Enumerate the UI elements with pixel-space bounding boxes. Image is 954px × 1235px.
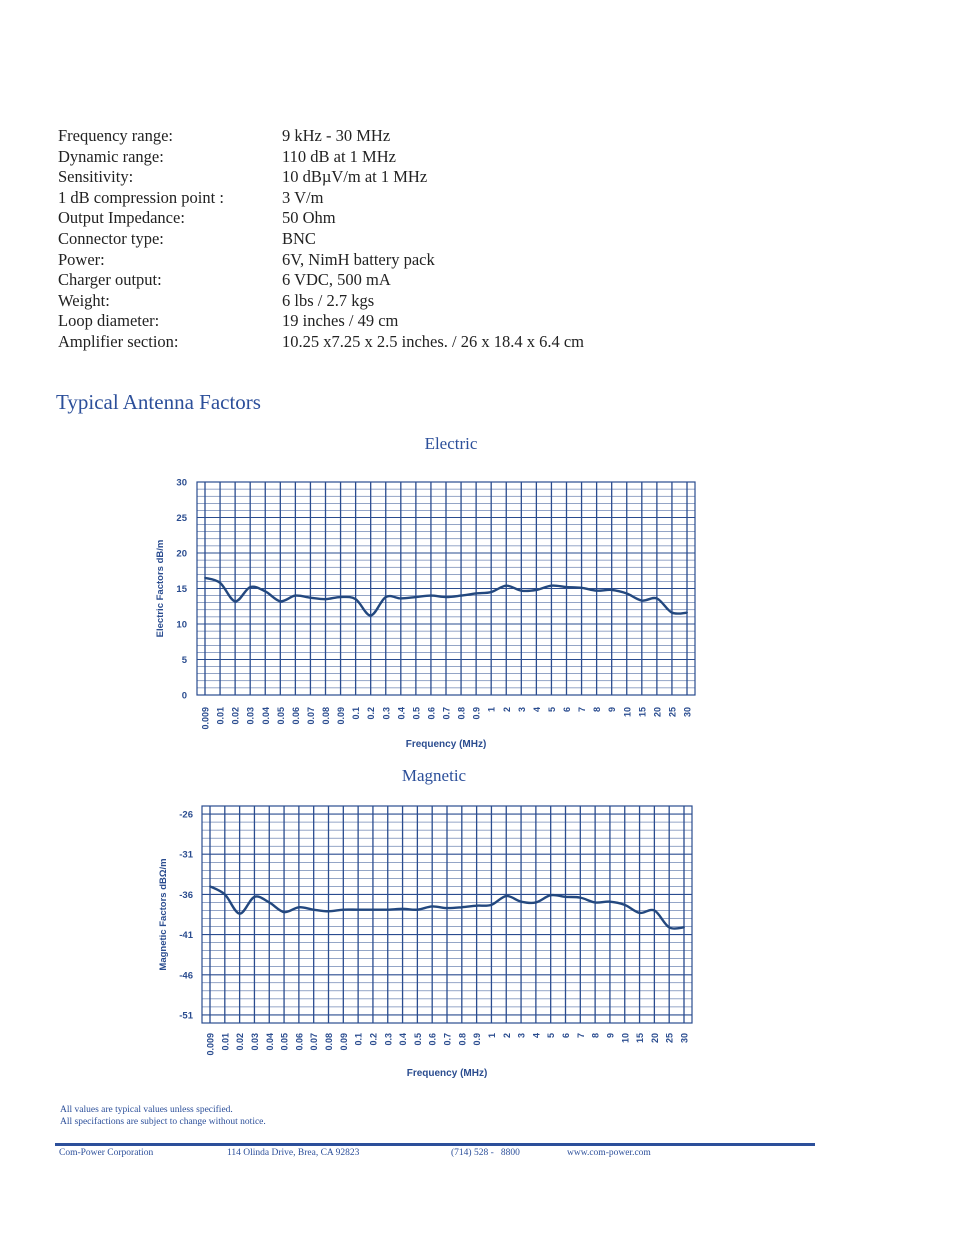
electric-data-point	[505, 585, 507, 587]
spec-label: Sensitivity:	[58, 167, 134, 187]
magnetic-x-tick-label: 3	[516, 1033, 527, 1039]
electric-x-tick-label: 0.08	[321, 707, 331, 725]
magnetic-data-point	[624, 904, 626, 906]
spec-label: Dynamic range:	[58, 146, 164, 166]
electric-data-point	[415, 596, 417, 598]
magnetic-data-point	[594, 902, 596, 904]
magnetic-data-point	[461, 906, 463, 908]
magnetic-y-tick-label: -36	[179, 889, 193, 901]
electric-x-tick-label: 10	[622, 707, 633, 718]
magnetic-data-point	[446, 907, 448, 909]
magnetic-x-tick-label: 0.2	[368, 1033, 379, 1046]
magnetic-y-axis-title: Magnetic Factors dBΩ/m	[158, 858, 169, 971]
magnetic-x-tick-label: 0.04	[264, 1033, 275, 1051]
magnetic-x-tick-label: 0.3	[383, 1033, 394, 1046]
magnetic-x-tick-label: 0.01	[220, 1033, 231, 1051]
magnetic-x-tick-label: 5	[546, 1033, 557, 1039]
magnetic-data-point	[387, 909, 389, 911]
spec-label: Output Impedance:	[58, 208, 185, 228]
magnetic-data-point	[639, 912, 641, 914]
magnetic-data-point	[372, 909, 374, 911]
magnetic-x-tick-label: 0.03	[249, 1033, 260, 1051]
spec-label: Connector type:	[58, 228, 164, 248]
notes	[60, 1104, 266, 1128]
magnetic-data-point	[535, 902, 537, 904]
electric-x-tick-label: 6	[562, 707, 572, 713]
footer-address: 114 Olinda Drive, Brea, CA 92823	[227, 1148, 360, 1158]
magnetic-x-tick-label: 0.4	[398, 1033, 409, 1046]
magnetic-data-point	[328, 910, 330, 912]
electric-data-point	[325, 598, 327, 600]
spec-label: Power:	[58, 249, 105, 269]
magnetic-data-point	[683, 926, 685, 928]
electric-x-tick-label: 15	[637, 707, 648, 718]
spec-label: Frequency range:	[58, 126, 173, 145]
spec-value: 19 inches / 49 cm	[282, 311, 399, 331]
magnetic-data-point	[668, 926, 670, 928]
electric-data-point	[641, 600, 643, 602]
magnetic-y-tick-label: -26	[179, 809, 193, 821]
electric-data-point	[310, 597, 312, 599]
magnetic-x-tick-label: 1	[486, 1033, 497, 1039]
electric-x-tick-label: 25	[667, 707, 678, 718]
magnetic-x-tick-label: 0.05	[279, 1033, 290, 1051]
magnetic-x-tick-label: 0.9	[472, 1033, 483, 1046]
magnetic-data-point	[283, 911, 285, 913]
magnetic-x-tick-label: 6	[561, 1033, 571, 1039]
electric-y-tick-label: 10	[176, 619, 187, 631]
note-line: All values are typical values unless specified.	[60, 1105, 233, 1115]
spec-value: 110 dB at 1 MHz	[282, 146, 396, 166]
spec-label: Charger output:	[58, 270, 162, 290]
electric-data-point	[204, 577, 206, 579]
magnetic-chart	[158, 806, 692, 1079]
magnetic-data-point	[254, 896, 256, 898]
magnetic-data-point	[298, 906, 300, 908]
magnetic-x-tick-label: 0.07	[309, 1033, 320, 1051]
spec-value: 6 lbs / 2.7 kgs	[282, 290, 375, 310]
magnetic-data-point	[313, 909, 315, 911]
electric-x-tick-label: 0.09	[336, 707, 347, 725]
electric-data-point	[520, 590, 522, 592]
electric-x-tick-label: 3	[516, 707, 527, 713]
electric-x-tick-label: 0.9	[471, 707, 482, 720]
magnetic-x-tick-label: 25	[664, 1033, 675, 1044]
electric-x-tick-label: 0.03	[245, 707, 256, 725]
magnetic-data-point	[565, 896, 567, 898]
electric-data-point	[430, 595, 432, 597]
magnetic-x-tick-label: 20	[649, 1033, 660, 1044]
magnetic-data-point	[476, 905, 478, 907]
electric-data-point	[370, 615, 372, 617]
electric-data-point	[279, 600, 281, 602]
electric-x-tick-label: 30	[682, 707, 693, 718]
magnetic-x-tick-label: 0.02	[235, 1033, 246, 1051]
electric-data-point	[385, 596, 387, 598]
electric-x-axis-title: Frequency (MHz)	[405, 739, 487, 750]
electric-data-point	[264, 590, 266, 592]
magnetic-data-point	[609, 901, 611, 903]
magnetic-data-point	[342, 909, 344, 911]
spec-label: 1 dB compression point :	[58, 187, 224, 207]
electric-y-tick-label: 30	[176, 477, 187, 489]
spec-value: 6V, NimH battery pack	[282, 249, 435, 269]
electric-data-point	[611, 589, 613, 591]
electric-y-tick-label: 25	[176, 513, 187, 524]
electric-y-axis-title: Electric Factors dB/m	[155, 539, 166, 638]
electric-x-tick-label: 2	[501, 707, 512, 713]
magnetic-x-tick-label: 0.8	[457, 1033, 468, 1046]
magnetic-x-tick-label: 4	[531, 1033, 542, 1039]
footer-company: Com-Power Corporation	[59, 1148, 154, 1158]
magnetic-data-point	[209, 885, 211, 887]
magnetic-data-point	[268, 902, 270, 904]
magnetic-x-tick-label: 10	[620, 1033, 631, 1044]
magnetic-x-tick-label: 8	[590, 1033, 601, 1039]
electric-y-tick-label: 0	[181, 690, 187, 702]
electric-x-tick-label: 0.01	[215, 707, 226, 725]
electric-data-point	[219, 582, 221, 584]
spec-value: 10 dBµV/m at 1 MHz	[282, 167, 428, 187]
magnetic-x-tick-label: 0.7	[442, 1033, 453, 1046]
electric-x-tick-label: 0.04	[260, 707, 271, 725]
spec-label: Amplifier section:	[58, 331, 179, 351]
magnetic-data-point	[402, 908, 404, 910]
magnetic-data-point	[505, 895, 507, 897]
magnetic-data-point	[431, 906, 433, 908]
electric-data-point	[400, 598, 402, 600]
magnetic-data-point	[357, 909, 359, 911]
footer-website: www.com-power.com	[567, 1148, 651, 1158]
electric-x-tick-label: 0.8	[456, 707, 467, 720]
electric-x-tick-label: 0.07	[305, 707, 316, 725]
magnetic-data-point	[579, 897, 581, 899]
magnetic-data-point	[520, 901, 522, 903]
magnetic-data-point	[550, 894, 552, 896]
electric-data-point	[294, 595, 296, 597]
magnetic-x-tick-label: 2	[501, 1033, 512, 1039]
electric-data-point	[581, 587, 583, 589]
electric-x-tick-label: 9	[607, 707, 618, 713]
electric-data-point	[626, 593, 628, 595]
magnetic-data-point	[239, 913, 241, 915]
magnetic-chart-title: Magnetic	[401, 766, 467, 785]
electric-x-tick-label: 0.02	[230, 707, 241, 725]
note-line: All specifactions are subject to change without notice.	[60, 1117, 266, 1127]
magnetic-x-tick-label: 0.1	[353, 1033, 364, 1046]
electric-data-point	[551, 585, 553, 587]
magnetic-x-tick-label: 0.5	[412, 1033, 423, 1046]
electric-y-tick-label: 5	[181, 655, 187, 666]
electric-x-tick-label: 0.5	[411, 707, 422, 720]
electric-x-tick-label: 4	[531, 707, 542, 713]
electric-x-tick-label: 8	[592, 707, 603, 713]
magnetic-x-tick-label: 0.009	[205, 1033, 216, 1056]
electric-data-point	[535, 589, 537, 591]
electric-x-tick-label: 0.06	[290, 707, 301, 725]
electric-data-point	[460, 595, 462, 597]
magnetic-x-tick-label: 30	[679, 1033, 690, 1044]
electric-y-tick-label: 20	[176, 548, 187, 560]
magnetic-x-tick-label: 9	[605, 1033, 616, 1039]
electric-data-point	[234, 600, 236, 602]
electric-x-tick-label: 0.6	[426, 707, 437, 720]
magnetic-y-tick-label: -46	[179, 970, 193, 982]
electric-x-tick-label: 0.009	[200, 707, 211, 730]
electric-data-point	[340, 596, 342, 598]
spec-value: BNC	[282, 228, 316, 248]
magnetic-x-tick-label: 0.08	[324, 1033, 334, 1051]
electric-chart-title: Electric	[424, 434, 478, 453]
magnetic-y-tick-label: -31	[179, 849, 193, 861]
magnetic-y-tick-label: -41	[179, 930, 193, 942]
electric-x-tick-label: 0.4	[396, 707, 407, 720]
magnetic-data-point	[416, 909, 418, 911]
electric-x-tick-label: 20	[652, 707, 663, 718]
magnetic-x-tick-label: 0.09	[338, 1033, 349, 1051]
electric-data-point	[445, 596, 447, 598]
electric-data-point	[656, 598, 658, 600]
magnetic-data-point	[224, 894, 226, 896]
magnetic-x-axis-title: Frequency (MHz)	[406, 1068, 488, 1079]
magnetic-data-point	[653, 910, 655, 912]
magnetic-x-tick-label: 0.6	[427, 1033, 438, 1046]
spec-label: Loop diameter:	[58, 311, 160, 331]
electric-y-tick-label: 15	[176, 584, 187, 595]
spec-label: Weight:	[58, 290, 110, 310]
electric-x-tick-label: 0.2	[366, 707, 377, 720]
electric-data-point	[355, 598, 357, 600]
footer-rule	[55, 1143, 815, 1146]
magnetic-x-tick-label: 15	[635, 1033, 646, 1044]
magnetic-x-tick-label: 7	[575, 1033, 586, 1039]
footer-phone: (714) 528 - 8800	[451, 1148, 520, 1158]
magnetic-x-tick-label: 0.06	[294, 1033, 305, 1051]
spec-value: 10.25 x7.25 x 2.5 inches. / 26 x 18.4 x 6.4 cm	[282, 331, 585, 351]
spec-value: 50 Ohm	[282, 208, 336, 228]
electric-data-point	[490, 591, 492, 593]
electric-x-tick-label: 0.05	[275, 707, 286, 725]
electric-data-point	[671, 612, 673, 614]
electric-x-tick-label: 5	[546, 707, 557, 713]
electric-x-tick-label: 7	[577, 707, 588, 713]
spec-value: 6 VDC, 500 mA	[282, 270, 391, 290]
spec-value: 9 kHz - 30 MHz	[282, 126, 391, 145]
electric-chart	[155, 478, 695, 751]
electric-x-tick-label: 0.3	[381, 707, 392, 720]
electric-data-point	[686, 612, 688, 614]
magnetic-y-tick-label: -51	[179, 1010, 193, 1022]
section-title: Typical Antenna Factors	[56, 390, 261, 414]
electric-x-tick-label: 0.1	[351, 707, 362, 720]
electric-x-tick-label: 1	[486, 707, 497, 713]
spec-value: 3 V/m	[282, 187, 324, 207]
electric-data-point	[249, 586, 251, 588]
electric-data-point	[566, 586, 568, 588]
electric-data-point	[475, 593, 477, 595]
magnetic-data-point	[491, 904, 493, 906]
electric-data-point	[596, 590, 598, 592]
electric-x-tick-label: 0.7	[441, 707, 452, 720]
